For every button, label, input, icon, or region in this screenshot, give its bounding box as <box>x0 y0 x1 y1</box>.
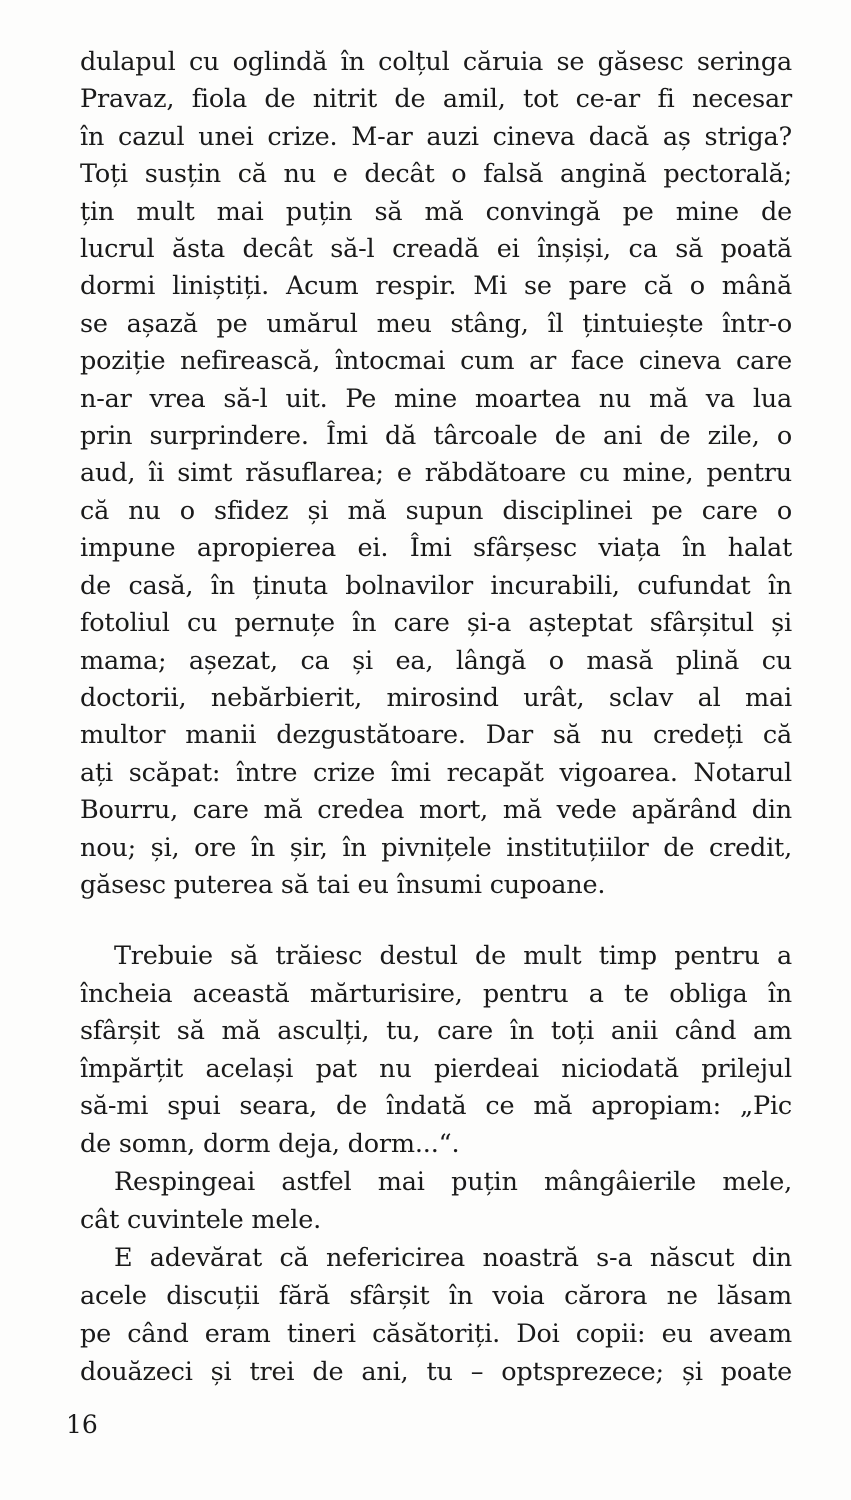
text-line: n-ar vrea să-l uit. Pe mine moartea nu mă va lua <box>80 383 792 414</box>
text-line: doctorii, nebărbierit, mirosind urât, sclav al mai <box>80 682 792 713</box>
text-line: de somn, dorm deja, dorm...“. <box>80 1128 460 1159</box>
text-line: încheia această mărturisire, pentru a te obliga în <box>80 978 792 1009</box>
text-line: ați scăpat: între crize îmi recapăt vigoarea. Notarul <box>80 757 792 788</box>
text-line: dormi liniștiți. Acum respir. Mi se pare că o mână <box>80 271 792 302</box>
text-line: acele discuții fără sfârșit în voia cărora ne lăsam <box>80 1281 792 1311</box>
text-line: cât cuvintele mele. <box>80 1204 322 1235</box>
text-line: se așază pe umărul meu stâng, îl țintuiește într-o <box>80 308 792 339</box>
text-line: lucrul ăsta decât să-l creadă ei înșiși, ca să poată <box>80 234 792 265</box>
page-number: 16 <box>66 1410 98 1439</box>
text-line: prin surprindere. Îmi dă târcoale de ani de zile, o <box>80 421 792 452</box>
paragraph-1 <box>80 44 792 904</box>
text-line: nou; și, ore în șir, în pivnițele instituțiilor de credit, <box>80 832 792 863</box>
text-line: împărțit același pat nu pierdeai niciodată prilejul <box>80 1053 792 1084</box>
paragraph-4 <box>80 1239 792 1391</box>
text-line: dulapul cu oglindă în colțul căruia se găsesc seringa <box>80 47 792 77</box>
text-line: impune apropierea ei. Îmi sfârșesc viața în halat <box>80 533 792 564</box>
paragraph-3 <box>80 1164 792 1239</box>
text-line: țin mult mai puțin să mă convingă pe mine de <box>80 196 792 227</box>
text-line: găsesc puterea să tai eu însumi cupoane. <box>80 869 606 900</box>
text-line: Trebuie să trăiesc destul de mult timp pentru a <box>114 941 792 971</box>
text-line: E adevărat că nefericirea noastră s-a născut din <box>114 1243 792 1273</box>
text-line: Respingeai astfel mai puțin mângâierile mele, <box>114 1167 792 1197</box>
text-line: Pravaz, fiola de nitrit de amil, tot ce-ar fi necesar <box>80 84 792 115</box>
text-line: douăzeci și trei de ani, tu – optsprezece; și poate <box>80 1357 792 1387</box>
text-line: poziție nefirească, întocmai cum ar face cineva care <box>80 346 792 377</box>
text-line: că nu o sfidez și mă supun disciplinei pe care o <box>80 495 792 526</box>
text-line: mama; așezat, ca și ea, lângă o masă plină cu <box>80 645 792 676</box>
text-line: aud, îi simt răsuflarea; e răbdătoare cu mine, pentru <box>80 458 792 489</box>
text-line: fotoliul cu pernuțe în care și-a așteptat sfârșitul și <box>80 608 792 639</box>
text-line: să-mi spui seara, de îndată ce mă apropiam: „Pic <box>80 1091 792 1122</box>
text-line: pe când eram tineri căsătoriți. Doi copii: eu aveam <box>80 1319 792 1349</box>
text-line: Bourru, care mă credea mort, mă vede apărând din <box>80 795 792 826</box>
text-line: Toți susțin că nu e decât o falsă angină pectorală; <box>80 159 792 190</box>
text-line: de casă, în ținuta bolnavilor incurabili, cufundat în <box>80 570 792 601</box>
paragraph-2 <box>80 938 792 1164</box>
text-line: în cazul unei crize. M-ar auzi cineva dacă aș striga? <box>80 121 792 152</box>
text-line: multor manii dezgustătoare. Dar să nu credeți că <box>80 720 792 751</box>
text-line: sfârșit să mă asculți, tu, care în toți anii când am <box>80 1016 792 1047</box>
